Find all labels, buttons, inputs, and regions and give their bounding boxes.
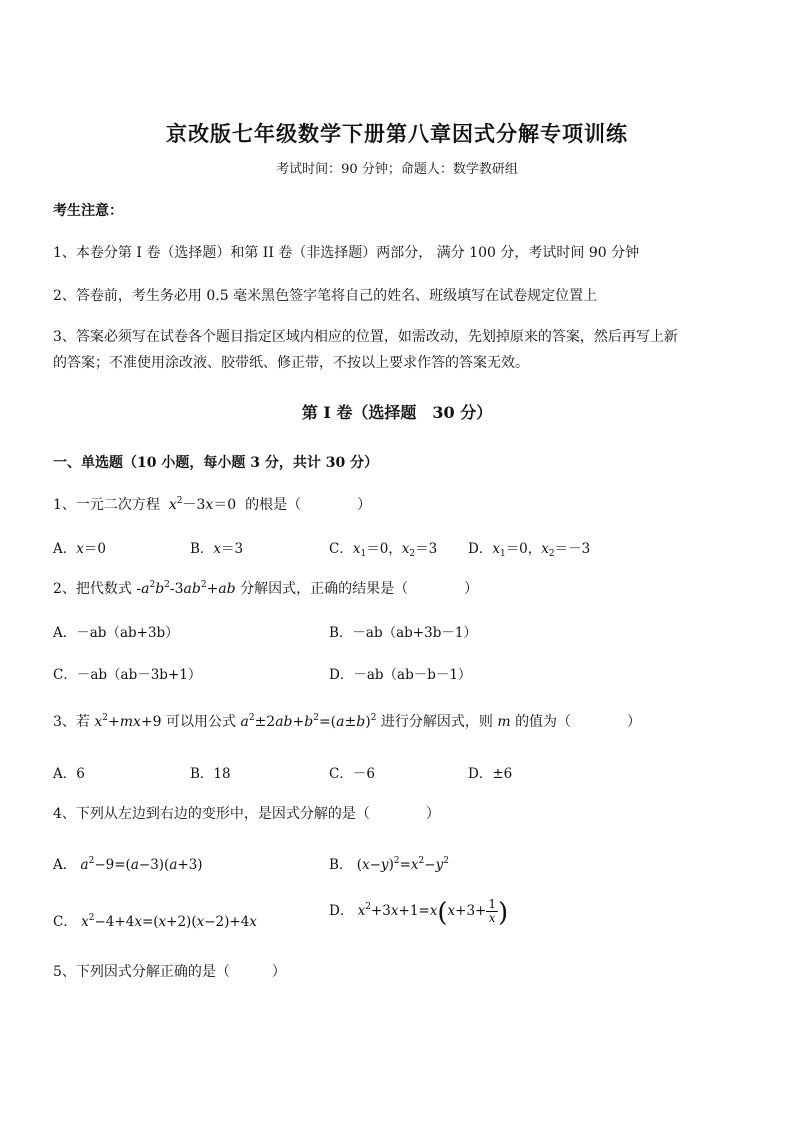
question-1-option-b[interactable]: B．x＝3 (190, 541, 244, 557)
question-4-option-c[interactable]: C． $x^2-4+4x=(x+2)(x-2)+4x$ (53, 913, 257, 930)
question-2-suffix: 分解因式，正确的结果是（ ） (240, 581, 479, 597)
question-2-option-d[interactable]: D．－ab（ab－b－1） (329, 667, 472, 683)
question-5: 5、下列因式分解正确的是（ ） (53, 964, 286, 980)
option-label: D． (468, 541, 493, 557)
question-1-option-a[interactable]: A．x＝0 (53, 541, 106, 557)
question-3-option-c[interactable]: C．－6 (329, 766, 375, 782)
option-label: C． (329, 541, 353, 557)
notice-item-3-line-1: 3、答案必须写在试卷各个题目指定区域内相应的位置，如需改动，先划掉原来的答案，然后再写上新 (53, 329, 678, 345)
question-1-equation: $x^2-3x=0$ (168, 496, 241, 513)
section-title: 第 I 卷（选择题 30 分） (301, 403, 493, 422)
option-label: C． (53, 914, 77, 930)
question-2-option-a[interactable]: A．－ab（ab+3b） (53, 625, 179, 641)
question-2-expression: $-a^2b^2-3ab^2+ab$ (136, 580, 236, 597)
question-3-suffix: 的值为（ ） (515, 714, 642, 730)
question-3-expression: $x^2+mx+9$ (94, 713, 162, 730)
question-3-prefix: 3、若 (53, 714, 90, 730)
question-4-option-b[interactable]: B． $(x-y)^2=x^2-y^2$ (329, 856, 449, 873)
option-label: D． (329, 903, 354, 919)
question-3-formula: $a^2\pm 2ab+b^2=(a\pm b)^2$ (240, 713, 377, 730)
question-1-option-d[interactable]: D．$x_1=0$，$x_2=-3$ (468, 541, 591, 559)
question-2-option-c[interactable]: C．－ab（ab－3b+1） (53, 667, 202, 683)
notice-item-2: 2、答卷前，考生务必用 0.5 毫米黑色签字笔将自己的姓名、班级填写在试卷规定位置上 (53, 288, 598, 304)
question-3-option-a[interactable]: A．6 (53, 766, 85, 782)
question-2 (53, 578, 478, 598)
notice-heading: 考生注意： (53, 203, 123, 219)
part-title: 一、单选题（10 小题，每小题 3 分，共计 30 分） (53, 455, 379, 471)
notice-item-1: 1、本卷分第 I 卷（选择题）和第 II 卷（非选择题）两部分， 满分 100 分，考试时间 90 分钟 (53, 245, 640, 261)
question-4: 4、下列从左边到右边的变形中，是因式分解的是（ ） (53, 806, 440, 822)
question-1-option-c[interactable]: C．$x_1=0$，$x_2=3$ (329, 541, 438, 559)
question-4-option-d[interactable]: D． $x^2+3x+1=x(x+3+$ $\frac{1}{x}$ ) (329, 897, 509, 928)
option-label: B． (329, 857, 353, 873)
question-3-mid2: 进行分解因式，则 (380, 714, 493, 730)
question-2-prefix: 2、把代数式 (53, 581, 132, 597)
question-3-mid: 可以用公式 (166, 714, 237, 730)
question-1-prefix: 1、一元二次方程 (53, 497, 160, 513)
document-subtitle: 考试时间：90 分钟；命题人：数学教研组 (276, 162, 518, 177)
option-label: A． (53, 857, 77, 873)
question-4-option-a[interactable]: A． $a^2-9=(a-3)(a+3)$ (53, 856, 203, 873)
document-title: 京改版七年级数学下册第八章因式分解专项训练 (166, 121, 628, 146)
question-3-option-b[interactable]: B．18 (190, 766, 231, 782)
option-label: B． (190, 541, 214, 557)
question-1 (53, 494, 371, 514)
question-3-option-d[interactable]: D．±6 (468, 766, 513, 782)
question-2-option-b[interactable]: B．－ab（ab+3b－1） (329, 625, 477, 641)
notice-item-3-line-2: 的答案；不准使用涂改液、胶带纸、修正带，不按以上要求作答的答案无效。 (53, 355, 529, 371)
question-1-suffix: 的根是（ ） (245, 497, 372, 513)
question-3 (53, 711, 641, 731)
question-3-variable: m (497, 714, 511, 730)
option-label: A． (53, 541, 77, 557)
